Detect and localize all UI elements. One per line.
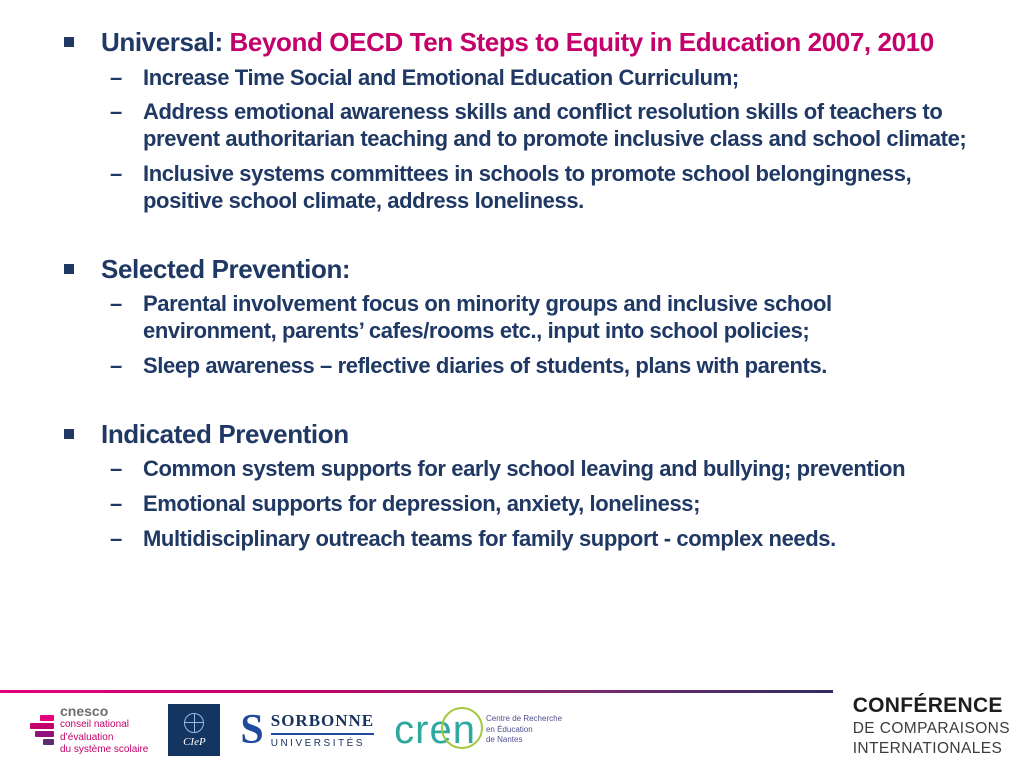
heading-text xyxy=(101,253,350,286)
sub-bullet-text: Inclusive systems committees in schools to promote school belongingness, positive school climate, address loneliness. xyxy=(143,160,912,213)
square-bullet-icon xyxy=(64,429,74,439)
footer-gradient-divider xyxy=(0,690,833,693)
sub-bullet-text: Address emotional awareness skills and conflict resolution skills of teachers to prevent authoritarian teaching and to promote inclusive class and school climate; xyxy=(143,99,967,152)
cren-caption xyxy=(486,714,562,746)
sorbonne-name: SORBONNE xyxy=(270,711,375,730)
conference-block xyxy=(853,694,1010,758)
cren-logo xyxy=(394,710,562,750)
sub-bullet xyxy=(110,526,968,553)
sorbonne-subtitle: UNIVERSITÉS xyxy=(270,738,365,749)
square-bullet-icon xyxy=(64,37,74,47)
heading-text xyxy=(101,26,934,59)
bullet-heading xyxy=(60,26,968,59)
sub-bullet xyxy=(110,65,968,92)
cnesco-line: d’évaluation xyxy=(60,731,114,743)
bullet-section-selected-prevention xyxy=(60,253,968,380)
sub-bullet-text: Multidisciplinary outreach teams for family support - complex needs. xyxy=(143,525,836,551)
cnesco-line: conseil national xyxy=(60,719,129,731)
sub-bullet xyxy=(110,99,968,153)
bullet-heading xyxy=(60,418,968,451)
bullet-heading xyxy=(60,253,968,286)
sorbonne-rule xyxy=(271,733,374,735)
cnesco-bars-icon xyxy=(30,715,54,745)
cren-caption-line: Centre de Recherche xyxy=(485,713,563,723)
cren-caption-line: en Éducation xyxy=(485,724,533,734)
cnesco-line: du système scolaire xyxy=(60,744,149,756)
heading-text xyxy=(101,418,349,451)
dash-bullet-icon: – xyxy=(110,99,123,125)
sub-bullet xyxy=(110,491,968,518)
bullet-section-indicated-prevention xyxy=(60,418,968,553)
heading-lead: Indicated Prevention xyxy=(101,418,349,449)
dash-bullet-icon: – xyxy=(110,456,123,482)
cren-wordmark xyxy=(394,710,476,750)
cnesco-logo xyxy=(30,703,148,757)
footer-logos xyxy=(30,698,562,762)
sub-bullet-text: Common system supports for early school leaving and bullying; prevention xyxy=(143,456,906,482)
conference-line: DE COMPARAISONS xyxy=(852,720,1010,737)
sub-bullet xyxy=(110,161,968,215)
heading-lead: Selected Prevention: xyxy=(101,253,351,284)
cren-ring-icon xyxy=(441,707,483,749)
dash-bullet-icon: – xyxy=(110,64,123,90)
sub-bullet-text: Increase Time Social and Emotional Education Curriculum; xyxy=(143,64,739,90)
sorbonne-s-icon: S xyxy=(240,707,264,753)
ciep-logo xyxy=(168,704,220,756)
sub-bullet xyxy=(110,353,968,380)
sub-bullet xyxy=(110,291,968,345)
cnesco-name: cnesco xyxy=(60,703,109,720)
sub-bullet-text: Emotional supports for depression, anxiety, loneliness; xyxy=(143,490,701,516)
sorbonne-logo xyxy=(240,709,374,751)
heading-highlight: Beyond OECD Ten Steps to Equity in Education 2007, 2010 xyxy=(229,27,934,57)
conference-title: CONFÉRENCE xyxy=(852,694,1003,717)
ciep-label: CIeP xyxy=(183,735,206,748)
bullet-section-universal xyxy=(60,26,968,215)
cnesco-text xyxy=(60,703,148,757)
globe-icon xyxy=(184,713,204,733)
square-bullet-icon xyxy=(64,264,74,274)
sub-bullet xyxy=(110,456,968,483)
dash-bullet-icon: – xyxy=(110,160,123,186)
conference-line: INTERNATIONALES xyxy=(852,740,1003,757)
slide-content xyxy=(60,26,968,591)
dash-bullet-icon: – xyxy=(110,291,123,317)
sub-bullet-text: Sleep awareness – reflective diaries of students, plans with parents. xyxy=(143,352,827,378)
dash-bullet-icon: – xyxy=(110,352,123,378)
sorbonne-text xyxy=(271,711,374,749)
heading-lead: Universal: xyxy=(101,27,230,57)
cren-caption-line: de Nantes xyxy=(485,735,523,745)
dash-bullet-icon: – xyxy=(110,525,123,551)
dash-bullet-icon: – xyxy=(110,490,123,516)
sub-bullet-text: Parental involvement focus on minority groups and inclusive school environment, parents’ cafes/rooms etc., input into school policies; xyxy=(143,291,832,343)
cren-name: cren xyxy=(394,708,476,752)
